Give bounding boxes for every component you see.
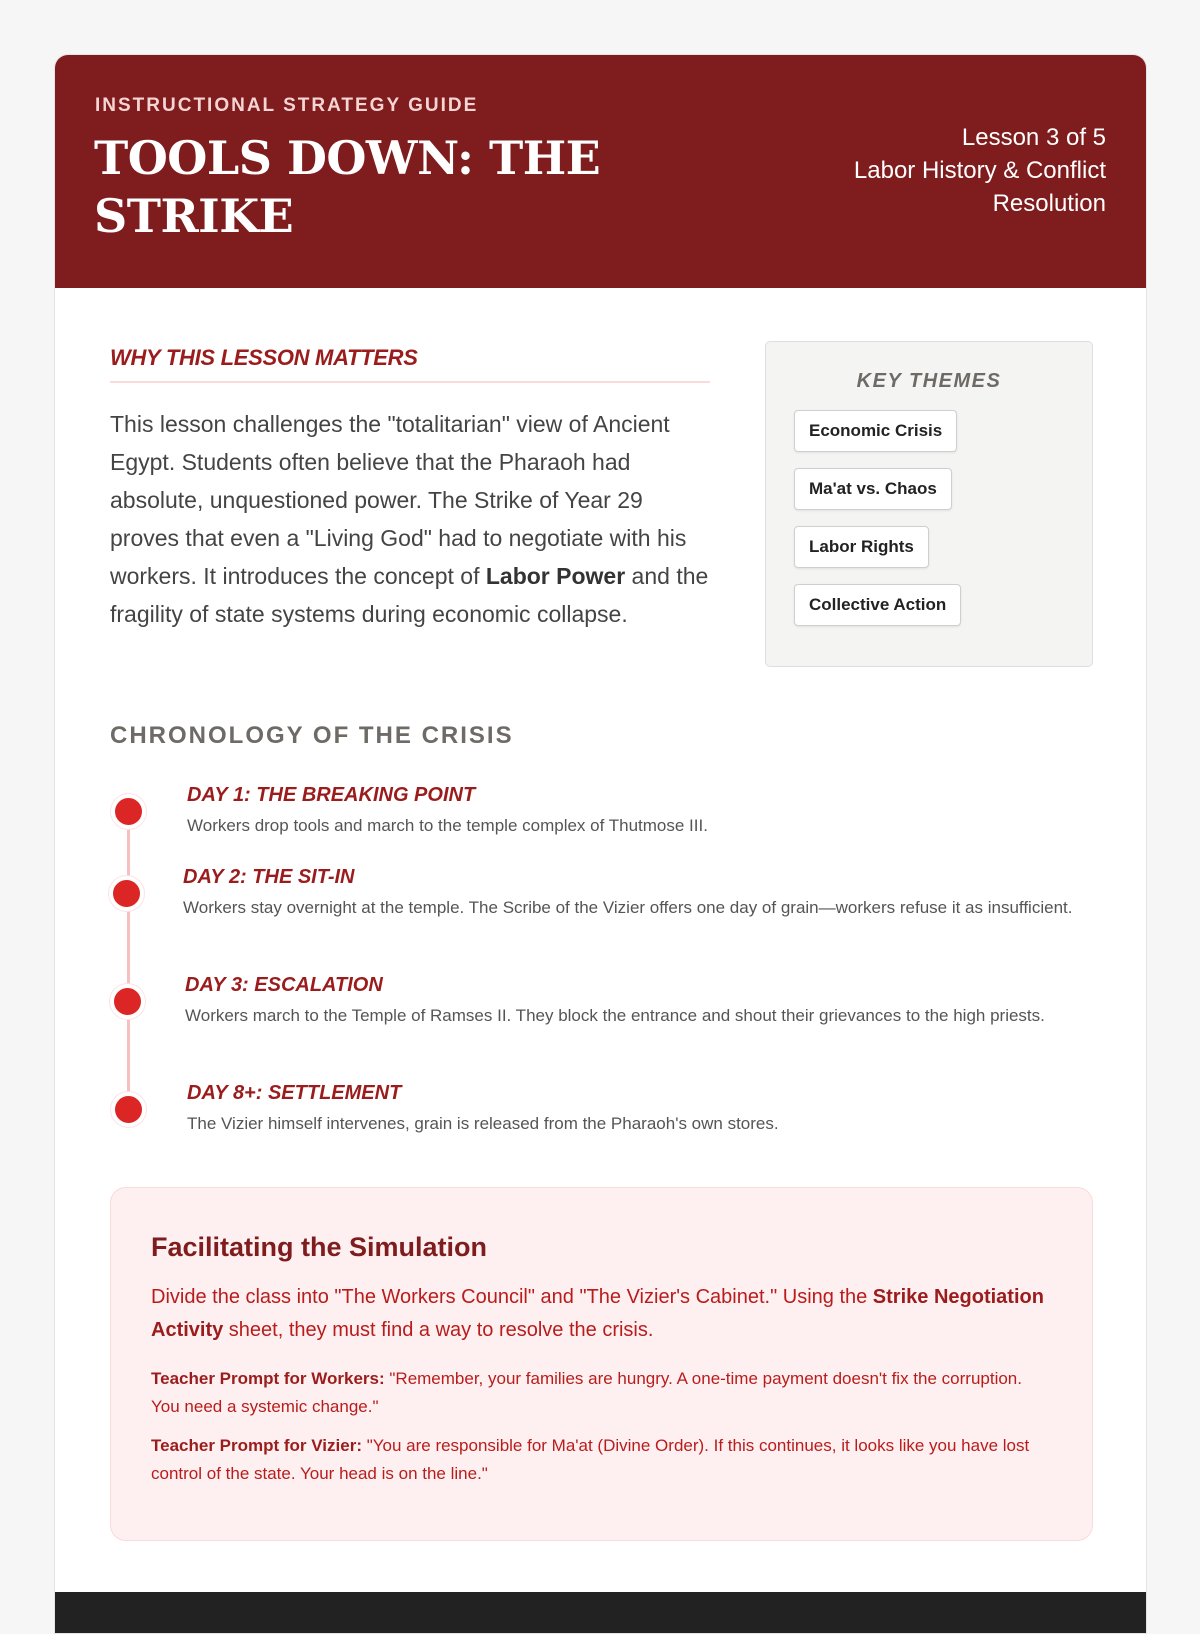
page-header — [55, 55, 1146, 288]
timeline-dot — [110, 984, 145, 1019]
timeline-event — [187, 1082, 1087, 1137]
event-text: Workers stay overnight at the temple. The Scribe of the Vizier offers one day of grain—workers refuse it as insufficient. — [183, 898, 1073, 917]
activity-name: Strike Negotiation Activity — [151, 1286, 1044, 1341]
guide-page — [54, 54, 1147, 1634]
workers-prompt — [151, 1365, 1052, 1421]
event-text: The Vizier himself intervenes, grain is released from the Pharaoh's own stores. — [187, 1114, 779, 1133]
why-body-text-1: This lesson challenges the "totalitarian" view of Ancient Egypt. Students often believe that the Pharaoh had absolute, unquestioned power. The Strike of Year 29 proves that even a "Living God" had to negotiate with his workers. It introduces the concept of — [110, 411, 687, 589]
timeline-event — [183, 866, 1083, 921]
why-section — [110, 345, 710, 633]
theme-tag: Labor Rights — [794, 526, 929, 568]
theme-tag: Economic Crisis — [794, 410, 957, 452]
guide-eyebrow: INSTRUCTIONAL STRATEGY GUIDE — [95, 95, 479, 116]
why-heading: WHY THIS LESSON MATTERS — [110, 345, 710, 383]
lead-text-2: sheet, they must find a way to resolve the crisis. — [223, 1319, 654, 1341]
facilitation-lead — [151, 1281, 1052, 1347]
vizier-prompt-label: Teacher Prompt for Vizier: — [151, 1436, 362, 1455]
page-title: TOOLS DOWN: THE STRIKE — [94, 131, 601, 243]
vizier-prompt — [151, 1432, 1052, 1488]
why-body — [110, 405, 710, 633]
workers-prompt-label: Teacher Prompt for Workers: — [151, 1369, 385, 1388]
timeline-dot — [111, 794, 146, 829]
theme-tag: Collective Action — [794, 584, 961, 626]
key-themes-box — [765, 341, 1093, 667]
vizier-prompt-text: "You are responsible for Ma'at (Divine Order). If this continues, it looks like you have lost control of the state. Your head is on the line." — [151, 1436, 1030, 1483]
chronology-heading: CHRONOLOGY OF THE CRISIS — [110, 722, 514, 749]
event-text: Workers march to the Temple of Ramses II. They block the entrance and shout their grievances to the high priests. — [185, 1006, 1045, 1025]
facilitation-heading: Facilitating the Simulation — [151, 1232, 488, 1262]
event-text: Workers drop tools and march to the temple complex of Thutmose III. — [187, 816, 708, 835]
timeline-event — [185, 974, 1085, 1029]
event-title: DAY 8+: SETTLEMENT — [187, 1082, 402, 1104]
timeline-dot — [109, 876, 144, 911]
why-body-bold: Labor Power — [485, 563, 626, 589]
workers-prompt-text: "Remember, your families are hungry. A one-time payment doesn't fix the corruption. You need a systemic change." — [151, 1369, 1022, 1416]
theme-list — [794, 410, 961, 642]
event-title: DAY 1: THE BREAKING POINT — [187, 784, 476, 806]
lead-text-1: Divide the class into "The Workers Council" and "The Vizier's Cabinet." Using the — [151, 1286, 873, 1308]
facilitation-box — [110, 1187, 1093, 1541]
footer-bar — [55, 1592, 1147, 1634]
lesson-number: Lesson 3 of 5 — [961, 124, 1106, 151]
why-body-text-2: and the fragility of state systems during economic collapse. — [110, 563, 709, 627]
timeline-line — [127, 815, 130, 1115]
timeline-event — [187, 784, 1087, 839]
theme-tag: Ma'at vs. Chaos — [794, 468, 952, 510]
lesson-subject: Labor History & Conflict Resolution — [853, 157, 1106, 217]
event-title: DAY 3: ESCALATION — [185, 974, 383, 996]
key-themes-heading: KEY THEMES — [856, 370, 1002, 392]
event-title: DAY 2: THE SIT-IN — [183, 866, 355, 888]
lesson-meta — [786, 121, 1106, 220]
timeline-dot — [111, 1092, 146, 1127]
